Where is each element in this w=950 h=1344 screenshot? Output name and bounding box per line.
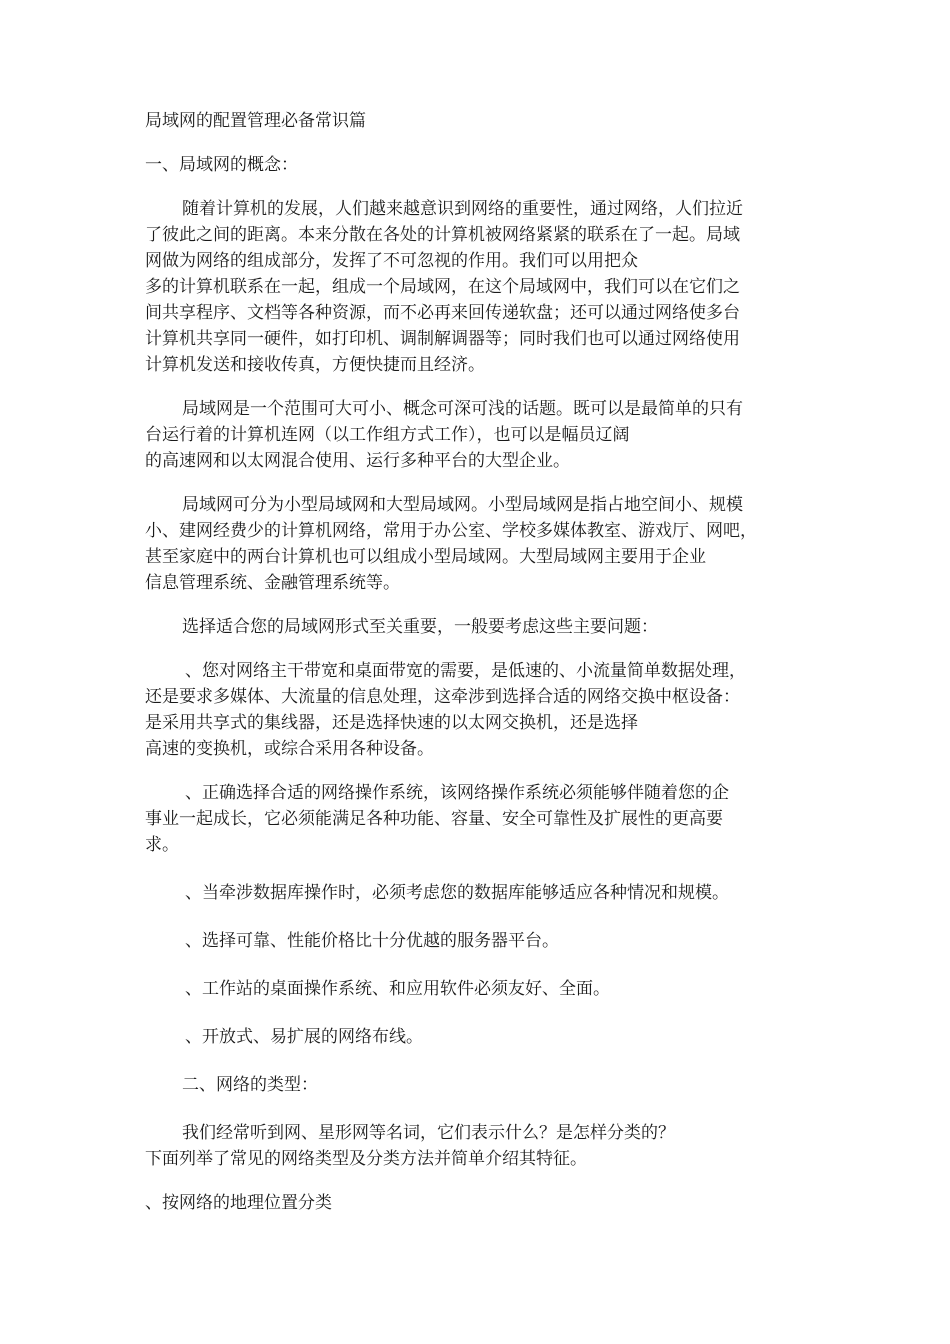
paragraph-line: 间共享程序、文档等各种资源，而不必再来回传递软盘；还可以通过网络使多台 — [145, 303, 740, 323]
list-item-line: 还是要求多媒体、大流量的信息处理，这牵涉到选择合适的网络交换中枢设备： — [145, 687, 740, 707]
list-item-line: 事业一起成长，它必须能满足各种功能、容量、安全可靠性及扩展性的更高要 — [145, 809, 723, 829]
list-item-line: 高速的变换机，或综合采用各种设备。 — [145, 739, 434, 759]
paragraph-line: 多的计算机联系在一起，组成一个局域网，在这个局域网中，我们可以在它们之 — [145, 277, 740, 297]
subheading-geographic: 、按网络的地理位置分类 — [145, 1193, 332, 1213]
paragraph-line: 局域网可分为小型局域网和大型局域网。小型局域网是指占地空间小、规模 — [182, 495, 743, 515]
document-title: 局域网的配置管理必备常识篇 — [145, 111, 366, 131]
paragraph-line: 台运行着的计算机连网（以工作组方式工作），也可以是幅员辽阔 — [145, 425, 630, 445]
list-item-5: 、工作站的桌面操作系统、和应用软件必须友好、全面。 — [185, 979, 610, 999]
list-item-3: 、当牵涉数据库操作时，必须考虑您的数据库能够适应各种情况和规模。 — [185, 883, 729, 903]
paragraph-line: 计算机发送和接收传真，方便快捷而且经济。 — [145, 355, 485, 375]
paragraph-line: 甚至家庭中的两台计算机也可以组成小型局域网。大型局域网主要用于企业 — [145, 547, 706, 567]
paragraph-line: 小、建网经费少的计算机网络，常用于办公室、学校多媒体教室、游戏厅、网吧， — [145, 521, 757, 541]
list-item-line: 、正确选择合适的网络操作系统，该网络操作系统必须能够伴随着您的企 — [185, 783, 729, 803]
paragraph-line: 我们经常听到网、星形网等名词，它们表示什么？是怎样分类的？ — [182, 1123, 675, 1143]
section-heading-types: 二、网络的类型： — [182, 1075, 318, 1095]
list-item-line: 、您对网络主干带宽和桌面带宽的需要，是低速的、小流量简单数据处理， — [185, 661, 746, 681]
paragraph-1 — [145, 196, 810, 378]
paragraph-4: 选择适合您的局域网形式至关重要，一般要考虑这些主要问题： — [182, 617, 658, 637]
section-heading-concept: 一、局域网的概念： — [145, 155, 298, 175]
paragraph-line: 下面列举了常见的网络类型及分类方法并简单介绍其特征。 — [145, 1149, 587, 1169]
paragraph-line: 随着计算机的发展，人们越来越意识到网络的重要性，通过网络，人们拉近 — [182, 199, 743, 219]
paragraph-line: 了彼此之间的距离。本来分散在各处的计算机被网络紧紧的联系在了一起。局域 — [145, 225, 740, 245]
paragraph-line: 网做为网络的组成部分，发挥了不可忽视的作用。我们可以用把众 — [145, 251, 638, 271]
paragraph-line: 计算机共享同一硬件，如打印机、调制解调器等；同时我们也可以通过网络使用 — [145, 329, 740, 349]
document-page — [145, 108, 810, 1216]
list-item-2 — [145, 780, 810, 858]
paragraph-line: 信息管理系统、金融管理系统等。 — [145, 573, 400, 593]
list-item-line: 是采用共享式的集线器，还是选择快速的以太网交换机，还是选择 — [145, 713, 638, 733]
paragraph-2 — [145, 396, 810, 474]
paragraph-5 — [145, 1120, 810, 1172]
paragraph-line: 的高速网和以太网混合使用、运行多种平台的大型企业。 — [145, 451, 570, 471]
list-item-line: 求。 — [145, 835, 179, 855]
list-item-6: 、开放式、易扩展的网络布线。 — [185, 1027, 423, 1047]
list-item-4: 、选择可靠、性能价格比十分优越的服务器平台。 — [185, 931, 559, 951]
paragraph-line: 局域网是一个范围可大可小、概念可深可浅的话题。既可以是最简单的只有 — [182, 399, 743, 419]
paragraph-3 — [145, 492, 810, 596]
list-item-1 — [145, 658, 810, 762]
